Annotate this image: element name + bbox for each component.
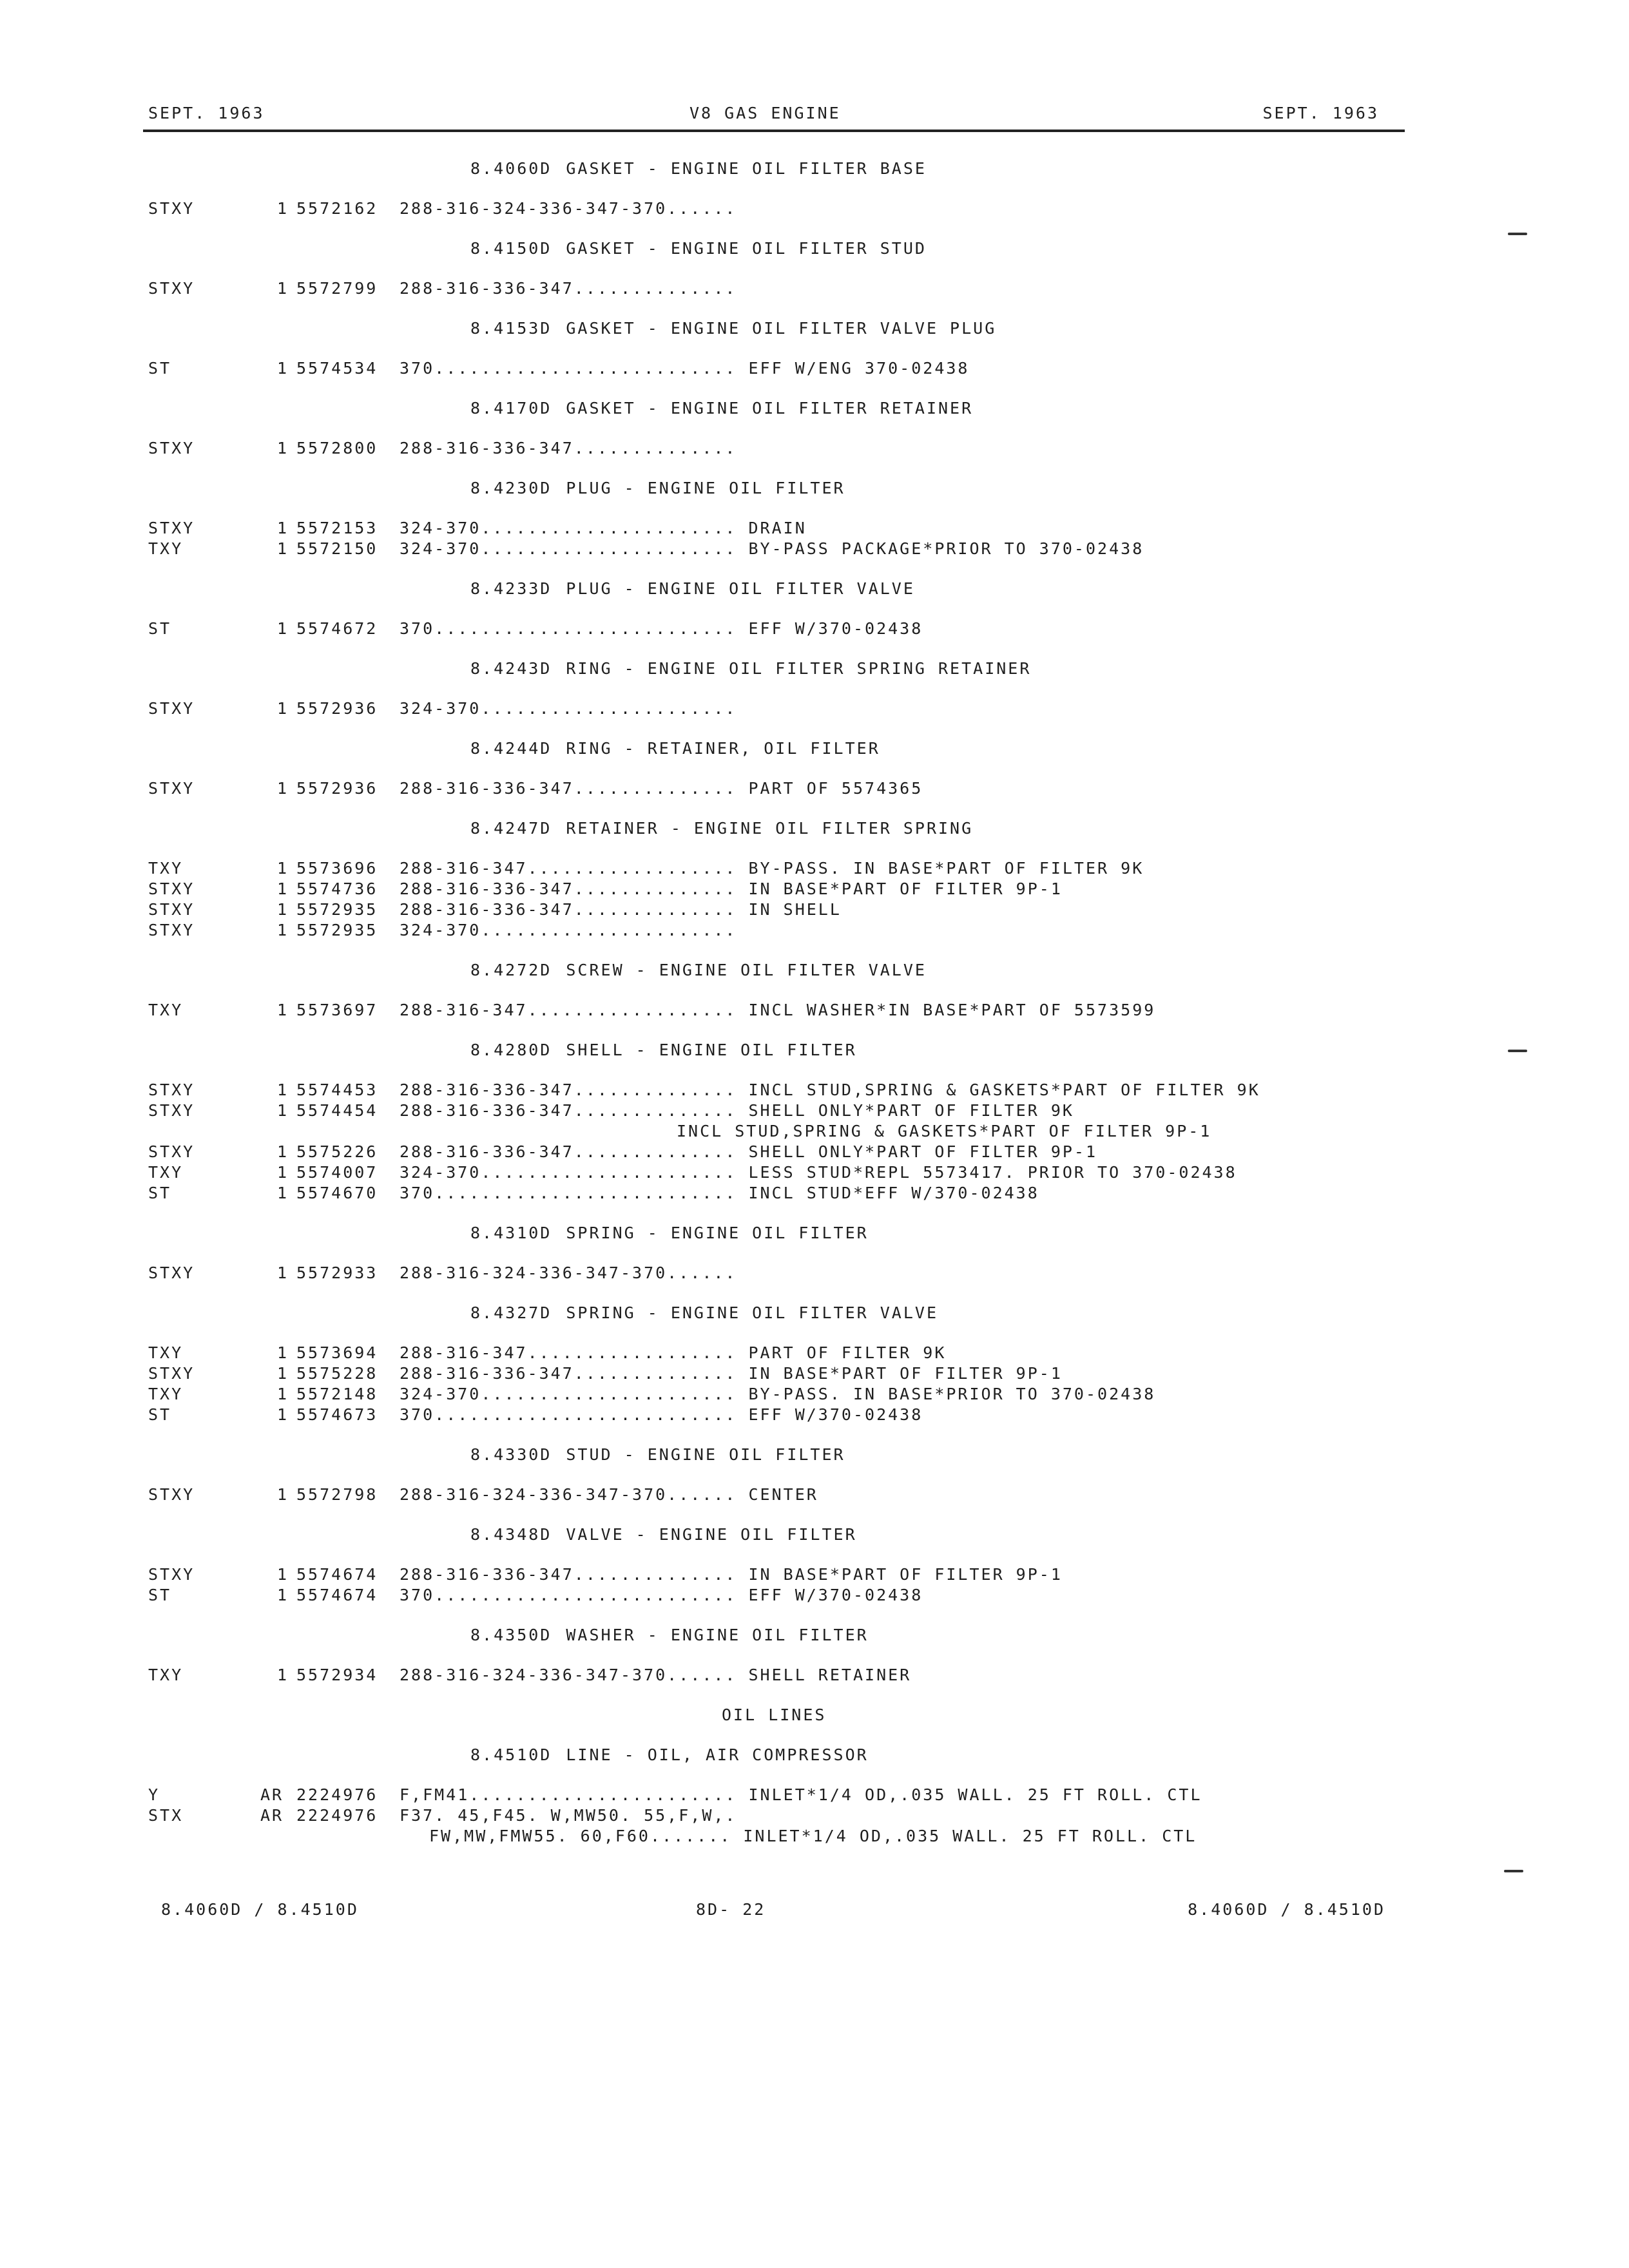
usage-code: STXY [148, 279, 195, 298]
remarks: INLET*1/4 OD,.035 WALL. 25 FT ROLL. CTL [748, 1785, 1202, 1804]
remarks: BY-PASS PACKAGE*PRIOR TO 370-02438 [748, 539, 1144, 558]
quantity: 1 [277, 1405, 289, 1424]
quantity: 1 [277, 699, 289, 718]
model-codes: 288-316-336-347.............. [400, 1565, 737, 1584]
section-heading [148, 1625, 1373, 1646]
part-number: 5572153 [296, 519, 378, 537]
model-codes: 370.......................... [400, 619, 737, 638]
section-rows [148, 278, 1373, 299]
quantity: 1 [277, 539, 289, 558]
margin-mark [1504, 1870, 1523, 1872]
quantity: 1 [277, 921, 289, 939]
section-rows [148, 1564, 1373, 1606]
section-rows [148, 698, 1373, 719]
parts-section [148, 1524, 1373, 1606]
section-heading [148, 738, 1373, 759]
section-ref: 8.4327D [470, 1303, 552, 1322]
section-heading [148, 960, 1373, 981]
parts-section [148, 818, 1373, 941]
remarks: BY-PASS. IN BASE*PART OF FILTER 9K [748, 859, 1144, 878]
part-number: 2224976 [296, 1785, 378, 1804]
model-codes: 288-316-336-347.............. [400, 439, 737, 457]
table-row [148, 518, 1373, 539]
section-title: GASKET - ENGINE OIL FILTER BASE [566, 159, 927, 178]
part-number: 5572150 [296, 539, 378, 558]
usage-code: STXY [148, 439, 195, 457]
page-header [148, 103, 1398, 129]
section-heading [148, 658, 1373, 679]
table-row [148, 1585, 1373, 1606]
quantity: 1 [277, 199, 289, 218]
remarks: IN BASE*PART OF FILTER 9P-1 [748, 879, 1063, 898]
group-title: OIL LINES [722, 1706, 827, 1724]
table-row [148, 1384, 1373, 1405]
quantity: 1 [277, 1485, 289, 1504]
part-number: 5574007 [296, 1163, 378, 1182]
section-rows [148, 778, 1373, 799]
table-row [148, 1162, 1373, 1183]
page-footer [161, 1899, 1385, 1925]
parts-section [148, 1625, 1373, 1686]
part-number: 5573694 [296, 1343, 378, 1362]
parts-section [148, 318, 1373, 379]
remarks: EFF W/ENG 370-02438 [748, 359, 970, 378]
part-number: 5574673 [296, 1405, 378, 1424]
table-row [148, 1405, 1373, 1425]
section-rows [148, 198, 1373, 219]
part-number: 5574454 [296, 1101, 378, 1120]
part-number: 5575226 [296, 1142, 378, 1161]
section-title: VALVE - ENGINE OIL FILTER [566, 1525, 857, 1544]
section-rows [148, 438, 1373, 459]
footer-range-right: 8.4060D / 8.4510D [1188, 1900, 1385, 1919]
section-rows [148, 1263, 1373, 1283]
table-row [148, 198, 1373, 219]
remarks: SHELL ONLY*PART OF FILTER 9P-1 [748, 1142, 1098, 1161]
parts-section [148, 1223, 1373, 1283]
section-title: GASKET - ENGINE OIL FILTER STUD [566, 239, 927, 258]
section-heading [148, 478, 1373, 499]
quantity: 1 [277, 1081, 289, 1099]
parts-section [148, 398, 1373, 459]
usage-code: TXY [148, 539, 184, 558]
section-ref: 8.4230D [470, 479, 552, 497]
section-heading [148, 818, 1373, 839]
part-number: 5574534 [296, 359, 378, 378]
quantity: 1 [277, 1586, 289, 1604]
quantity: 1 [277, 1163, 289, 1182]
part-number: 5572936 [296, 699, 378, 718]
section-heading [148, 159, 1373, 179]
remarks: BY-PASS. IN BASE*PRIOR TO 370-02438 [748, 1385, 1156, 1403]
section-heading [148, 1223, 1373, 1244]
table-row [148, 899, 1373, 920]
section-ref: 8.4330D [470, 1445, 552, 1464]
section-rows [148, 1485, 1373, 1505]
parts-section [148, 960, 1373, 1021]
section-title: RING - RETAINER, OIL FILTER [566, 739, 880, 758]
model-codes: 288-316-347.................. [400, 859, 737, 878]
table-row [148, 1183, 1373, 1204]
part-number: 5572799 [296, 279, 378, 298]
usage-code: TXY [148, 1666, 184, 1684]
part-number: 5572933 [296, 1264, 378, 1282]
part-number: 5572162 [296, 199, 378, 218]
section-heading [148, 1524, 1373, 1545]
part-number: 5573696 [296, 859, 378, 878]
header-date-left: SEPT. 1963 [148, 104, 265, 122]
table-row [148, 920, 1373, 941]
section-heading [148, 1303, 1373, 1323]
table-row [148, 1805, 1373, 1826]
remarks: SHELL RETAINER [748, 1666, 912, 1684]
table-row [148, 1000, 1373, 1021]
model-codes: F37. 45,F45. W,MW50. 55,F,W,. [400, 1806, 737, 1825]
quantity: 1 [277, 359, 289, 378]
section-ref: 8.4170D [470, 399, 552, 418]
margin-mark [1508, 233, 1527, 235]
table-row [148, 619, 1373, 639]
remarks: CENTER [748, 1485, 818, 1504]
parts-section [148, 1445, 1373, 1505]
parts-section [148, 159, 1373, 219]
part-number: 5572148 [296, 1385, 378, 1403]
remarks: IN SHELL [748, 900, 842, 919]
section-title: PLUG - ENGINE OIL FILTER VALVE [566, 579, 915, 598]
header-rule [143, 130, 1405, 132]
table-row [148, 1142, 1373, 1162]
remarks: IN BASE*PART OF FILTER 9P-1 [748, 1364, 1063, 1383]
usage-code: STXY [148, 199, 195, 218]
section-title: GASKET - ENGINE OIL FILTER VALVE PLUG [566, 319, 997, 338]
part-number: 5572798 [296, 1485, 378, 1504]
section-heading [148, 1040, 1373, 1061]
remarks: PART OF FILTER 9K [748, 1343, 947, 1362]
parts-section [148, 478, 1373, 559]
table-row [148, 1485, 1373, 1505]
section-title: SHELL - ENGINE OIL FILTER [566, 1041, 857, 1059]
model-codes: F,FM41....................... [400, 1785, 737, 1804]
part-number: 5574670 [296, 1184, 378, 1202]
parts-section [148, 738, 1373, 799]
usage-code: STXY [148, 699, 195, 718]
model-codes: 324-370...................... [400, 1385, 737, 1403]
section-rows [148, 1080, 1373, 1204]
quantity: AR [260, 1785, 284, 1804]
usage-code: STXY [148, 879, 195, 898]
model-codes: 370.......................... [400, 1586, 737, 1604]
section-title: LINE - OIL, AIR COMPRESSOR [566, 1745, 869, 1764]
usage-code: STXY [148, 1364, 195, 1383]
section-rows [148, 619, 1373, 639]
usage-code: ST [148, 359, 172, 378]
section-ref: 8.4150D [470, 239, 552, 258]
remarks: INCL STUD*EFF W/370-02438 [748, 1184, 1039, 1202]
section-ref: 8.4153D [470, 319, 552, 338]
usage-code: Y [148, 1785, 160, 1804]
usage-code: ST [148, 619, 172, 638]
usage-code: ST [148, 1405, 172, 1424]
section-title: SCREW - ENGINE OIL FILTER VALVE [566, 961, 927, 979]
model-codes: 370.......................... [400, 1405, 737, 1424]
section-ref: 8.4244D [470, 739, 552, 758]
section-ref: 8.4350D [470, 1626, 552, 1644]
header-title: V8 GAS ENGINE [689, 104, 841, 122]
remarks: EFF W/370-02438 [748, 1405, 923, 1424]
quantity: 1 [277, 1565, 289, 1584]
remarks: INLET*1/4 OD,.035 WALL. 25 FT ROLL. CTL [743, 1827, 1197, 1845]
section-rows [148, 858, 1373, 941]
parts-section [148, 1040, 1373, 1204]
table-row [148, 438, 1373, 459]
model-codes: 288-316-336-347.............. [400, 1081, 737, 1099]
part-number: 5574672 [296, 619, 378, 638]
model-codes: 324-370...................... [400, 519, 737, 537]
quantity: 1 [277, 1184, 289, 1202]
usage-code: TXY [148, 859, 184, 878]
quantity: AR [260, 1806, 284, 1825]
remarks: INCL STUD,SPRING & GASKETS*PART OF FILTER 9P-1 [677, 1122, 1212, 1140]
part-number: 5574736 [296, 879, 378, 898]
model-codes: 370.......................... [400, 359, 737, 378]
table-row-continuation [148, 1826, 1373, 1847]
usage-code: TXY [148, 1343, 184, 1362]
quantity: 1 [277, 900, 289, 919]
section-title: WASHER - ENGINE OIL FILTER [566, 1626, 869, 1644]
section-title: SPRING - ENGINE OIL FILTER [566, 1224, 869, 1242]
section-title: GASKET - ENGINE OIL FILTER RETAINER [566, 399, 974, 418]
part-number: 5574453 [296, 1081, 378, 1099]
section-ref: 8.4280D [470, 1041, 552, 1059]
usage-code: STX [148, 1806, 184, 1825]
model-codes: 370.......................... [400, 1184, 737, 1202]
usage-code: ST [148, 1586, 172, 1604]
table-row [148, 1785, 1373, 1805]
section-ref: 8.4247D [470, 819, 552, 838]
section-ref: 8.4348D [470, 1525, 552, 1544]
quantity: 1 [277, 279, 289, 298]
quantity: 1 [277, 519, 289, 537]
table-row [148, 539, 1373, 559]
section-ref: 8.4510D [470, 1745, 552, 1764]
model-codes: 324-370...................... [400, 699, 737, 718]
parts-section [148, 1745, 1373, 1847]
section-rows [148, 1665, 1373, 1686]
model-codes: 324-370...................... [400, 1163, 737, 1182]
model-codes: 288-316-324-336-347-370...... [400, 1666, 737, 1684]
quantity: 1 [277, 1364, 289, 1383]
remarks: EFF W/370-02438 [748, 619, 923, 638]
table-row [148, 1343, 1373, 1363]
section-rows [148, 1343, 1373, 1425]
section-ref: 8.4243D [470, 659, 552, 678]
table-row-continuation [148, 1121, 1373, 1142]
usage-code: STXY [148, 519, 195, 537]
section-ref: 8.4310D [470, 1224, 552, 1242]
page-number: 8D- 22 [696, 1900, 766, 1919]
quantity: 1 [277, 859, 289, 878]
usage-code: ST [148, 1184, 172, 1202]
quantity: 1 [277, 1264, 289, 1282]
section-rows [148, 1000, 1373, 1021]
part-number: 5572935 [296, 900, 378, 919]
model-codes: 288-316-324-336-347-370...... [400, 1264, 737, 1282]
section-heading [148, 1445, 1373, 1465]
part-number: 5572936 [296, 779, 378, 798]
table-row [148, 1363, 1373, 1384]
remarks: DRAIN [748, 519, 807, 537]
table-row [148, 778, 1373, 799]
section-ref: 8.4233D [470, 579, 552, 598]
table-row [148, 1564, 1373, 1585]
section-rows [148, 1785, 1373, 1847]
usage-code: STXY [148, 779, 195, 798]
usage-code: STXY [148, 1142, 195, 1161]
quantity: 1 [277, 1385, 289, 1403]
table-row [148, 858, 1373, 879]
remarks: INCL WASHER*IN BASE*PART OF 5573599 [748, 1001, 1156, 1019]
section-heading [148, 579, 1373, 599]
model-codes: 288-316-347.................. [400, 1001, 737, 1019]
part-number: 5575228 [296, 1364, 378, 1383]
section-title: SPRING - ENGINE OIL FILTER VALVE [566, 1303, 938, 1322]
model-codes: 288-316-347.................. [400, 1343, 737, 1362]
usage-code: TXY [148, 1385, 184, 1403]
usage-code: TXY [148, 1163, 184, 1182]
table-row [148, 698, 1373, 719]
quantity: 1 [277, 879, 289, 898]
section-heading [148, 1745, 1373, 1765]
section-heading [148, 318, 1373, 339]
model-codes: 288-316-336-347.............. [400, 779, 737, 798]
section-heading [148, 398, 1373, 419]
parts-section [148, 238, 1373, 299]
quantity: 1 [277, 1343, 289, 1362]
part-number: 2224976 [296, 1806, 378, 1825]
model-codes: 288-316-336-347.............. [400, 1142, 737, 1161]
margin-mark [1508, 1050, 1527, 1052]
footer-range-left: 8.4060D / 8.4510D [161, 1900, 359, 1919]
remarks: LESS STUD*REPL 5573417. PRIOR TO 370-02438 [748, 1163, 1237, 1182]
quantity: 1 [277, 1101, 289, 1120]
model-codes: 288-316-336-347.............. [400, 1101, 737, 1120]
model-codes: 288-316-324-336-347-370...... [400, 1485, 737, 1504]
section-heading [148, 238, 1373, 259]
remarks: SHELL ONLY*PART OF FILTER 9K [748, 1101, 1074, 1120]
model-codes: 324-370...................... [400, 921, 737, 939]
model-codes: 288-316-336-347.............. [400, 879, 737, 898]
section-rows [148, 358, 1373, 379]
usage-code: STXY [148, 1485, 195, 1504]
table-row [148, 1080, 1373, 1100]
part-number: 5572935 [296, 921, 378, 939]
section-title: RING - ENGINE OIL FILTER SPRING RETAINER [566, 659, 1032, 678]
section-title: RETAINER - ENGINE OIL FILTER SPRING [566, 819, 974, 838]
model-codes: 288-316-336-347.............. [400, 279, 737, 298]
usage-code: STXY [148, 921, 195, 939]
usage-code: STXY [148, 1101, 195, 1120]
table-row [148, 1263, 1373, 1283]
parts-section [148, 1303, 1373, 1425]
remarks: PART OF 5574365 [748, 779, 923, 798]
model-codes: 324-370...................... [400, 539, 737, 558]
part-number: 5572934 [296, 1666, 378, 1684]
quantity: 1 [277, 619, 289, 638]
table-row [148, 278, 1373, 299]
parts-list [148, 159, 1373, 1866]
row-indent [148, 1826, 429, 1847]
quantity: 1 [277, 779, 289, 798]
table-row [148, 1665, 1373, 1686]
part-number: 5573697 [296, 1001, 378, 1019]
table-row [148, 1100, 1373, 1121]
section-title: PLUG - ENGINE OIL FILTER [566, 479, 845, 497]
section-title: STUD - ENGINE OIL FILTER [566, 1445, 845, 1464]
remarks: EFF W/370-02438 [748, 1586, 923, 1604]
part-number: 5574674 [296, 1586, 378, 1604]
usage-code: STXY [148, 900, 195, 919]
quantity: 1 [277, 1666, 289, 1684]
usage-code: STXY [148, 1264, 195, 1282]
parts-section [148, 579, 1373, 639]
table-row [148, 358, 1373, 379]
remarks: IN BASE*PART OF FILTER 9P-1 [748, 1565, 1063, 1584]
section-ref: 8.4272D [470, 961, 552, 979]
model-codes: 288-316-336-347.............. [400, 900, 737, 919]
model-codes: 288-316-324-336-347-370...... [400, 199, 737, 218]
header-date-right: SEPT. 1963 [1262, 104, 1379, 122]
section-rows [148, 518, 1373, 559]
quantity: 1 [277, 1001, 289, 1019]
quantity: 1 [277, 1142, 289, 1161]
usage-code: STXY [148, 1081, 195, 1099]
parts-section [148, 658, 1373, 719]
part-number: 5572800 [296, 439, 378, 457]
usage-code: TXY [148, 1001, 184, 1019]
remarks: INCL STUD,SPRING & GASKETS*PART OF FILTER 9K [748, 1081, 1260, 1099]
part-number: 5574674 [296, 1565, 378, 1584]
model-codes: 288-316-336-347.............. [400, 1364, 737, 1383]
usage-code: STXY [148, 1565, 195, 1584]
section-ref: 8.4060D [470, 159, 552, 178]
table-row [148, 879, 1373, 899]
quantity: 1 [277, 439, 289, 457]
row-indent [148, 1121, 677, 1142]
model-codes: FW,MW,FMW55. 60,F60....... [429, 1827, 732, 1845]
